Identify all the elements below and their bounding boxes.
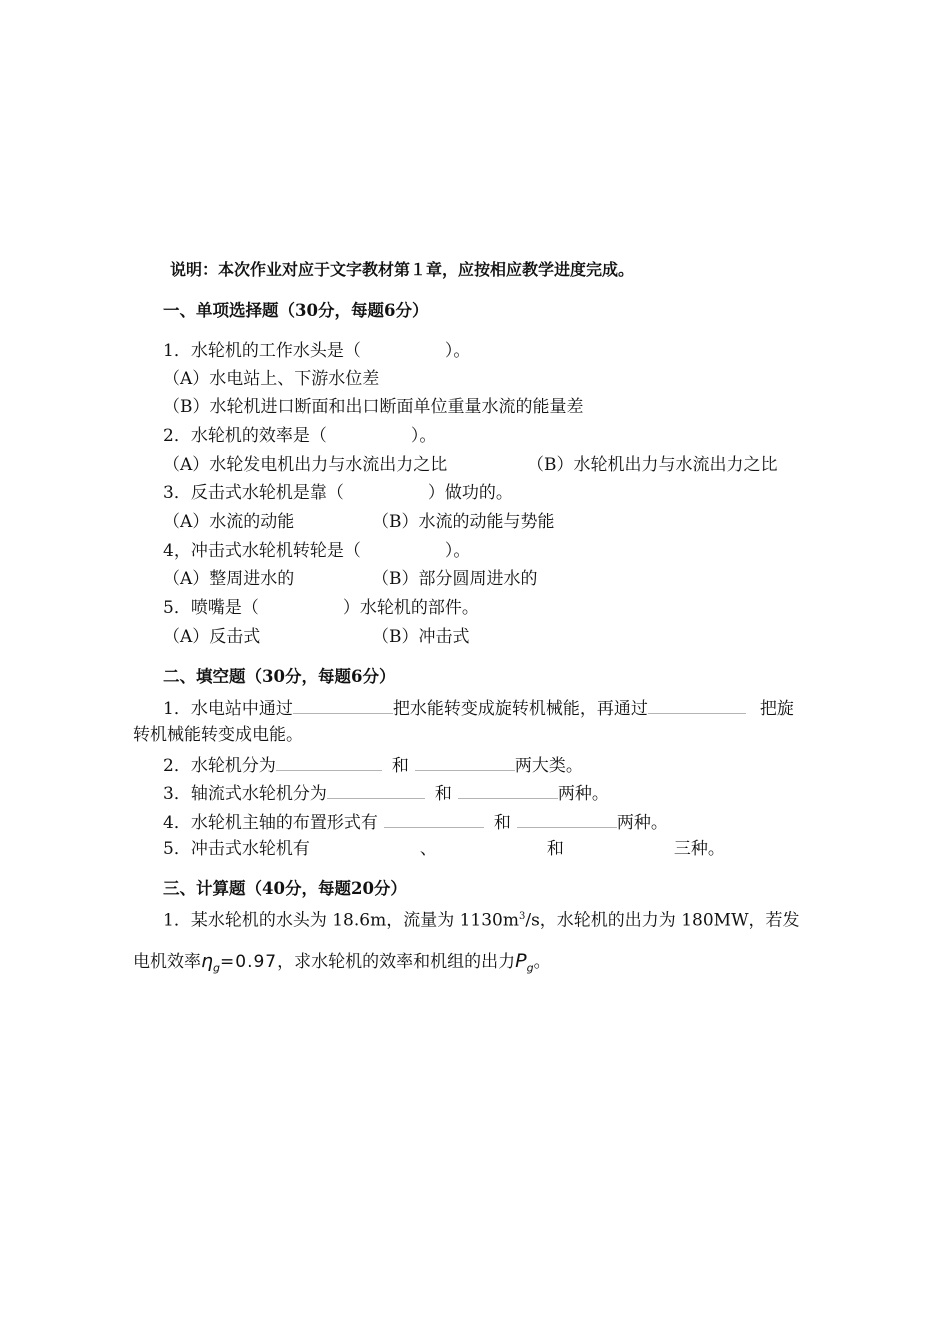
question-text: 三种。 bbox=[673, 839, 725, 859]
fill-blank[interactable] bbox=[415, 753, 515, 771]
question-text: 5．冲击式水轮机有 bbox=[163, 839, 310, 859]
question-text: 4．水轮机主轴的布置形式有 bbox=[163, 813, 378, 833]
question-text: /s，水轮机的出力为 180MW，若发 bbox=[525, 910, 800, 931]
question-stem: 1．水轮机的工作水头是（ bbox=[163, 341, 361, 361]
option-3b: （B）水流的动能与势能 bbox=[372, 512, 555, 532]
section-heading-fill: 二、填空题（30分，每题6分） bbox=[163, 667, 396, 686]
question-text: 两种。 bbox=[616, 813, 668, 833]
option-5b: （B）冲击式 bbox=[372, 627, 470, 647]
option-3a: （A）水流的动能 bbox=[163, 512, 295, 532]
fill-blank[interactable] bbox=[276, 753, 382, 771]
question-text: 和 bbox=[546, 839, 564, 859]
section-heading-choice: 一、单项选择题（30分，每题6分） bbox=[163, 301, 429, 320]
power-subscript: g bbox=[526, 961, 534, 975]
question-stem-end: ）。 bbox=[444, 341, 471, 361]
question-stem-end: ）水轮机的部件。 bbox=[342, 598, 479, 618]
question-text: 把水能转变成旋转机械能，再通过 bbox=[392, 699, 648, 719]
question-text: 两大类。 bbox=[514, 756, 583, 776]
fill-blank[interactable] bbox=[293, 696, 393, 714]
fill-blank[interactable] bbox=[517, 810, 617, 828]
question-stem-end: ）。 bbox=[444, 541, 471, 561]
fill-blank[interactable] bbox=[458, 781, 558, 799]
option-5a: （A）反击式 bbox=[163, 627, 261, 647]
question-fill-4 bbox=[163, 810, 668, 834]
question-text: 1．某水轮机的水头为 18.6m，流量为 1130m bbox=[163, 910, 519, 931]
option-1a: （A）水电站上、下游水位差 bbox=[163, 369, 380, 389]
question-calc-1-cont bbox=[133, 950, 551, 979]
question-fill-2 bbox=[163, 753, 583, 777]
efficiency-value: =0.97 bbox=[220, 952, 278, 972]
question-fill-5 bbox=[163, 838, 725, 860]
option-1b: （B）水轮机进口断面和出口断面单位重量水流的能量差 bbox=[163, 397, 584, 417]
question-stem-end: ）做功的。 bbox=[427, 483, 513, 503]
question-text: 和 bbox=[493, 813, 511, 833]
option-2a: （A）水轮发电机出力与水流出力之比 bbox=[163, 455, 448, 475]
question-stem: 2．水轮机的效率是（ bbox=[163, 426, 327, 446]
question-text: 和 bbox=[391, 756, 409, 776]
question-text: 、 bbox=[419, 839, 437, 859]
question-calc-1 bbox=[163, 906, 800, 932]
question-choice-3 bbox=[163, 482, 513, 504]
assignment-note: 说明：本次作业对应于文字教材第１章，应按相应教学进度完成。 bbox=[170, 260, 635, 279]
fill-blank[interactable] bbox=[384, 810, 484, 828]
question-choice-5 bbox=[163, 597, 479, 619]
question-text: 1．水电站中通过 bbox=[163, 699, 293, 719]
question-text: 2．水轮机分为 bbox=[163, 756, 276, 776]
question-choice-2 bbox=[163, 425, 436, 447]
superscript: 3 bbox=[518, 911, 526, 922]
option-4a: （A）整周进水的 bbox=[163, 569, 295, 589]
question-choice-4 bbox=[163, 540, 470, 562]
question-text: 。 bbox=[533, 952, 551, 972]
question-text: 两种。 bbox=[557, 784, 609, 804]
eta-symbol: η bbox=[201, 950, 214, 972]
question-text: 把旋 bbox=[759, 699, 794, 719]
power-symbol: P bbox=[515, 950, 527, 972]
question-text: 电机效率 bbox=[133, 952, 201, 972]
fill-blank[interactable] bbox=[327, 781, 425, 799]
question-text: 和 bbox=[434, 784, 452, 804]
question-choice-1 bbox=[163, 340, 470, 362]
option-4b: （B）部分圆周进水的 bbox=[372, 569, 538, 589]
question-text: ，求水轮机的效率和机组的出力 bbox=[277, 952, 516, 972]
eta-subscript: g bbox=[213, 961, 221, 975]
fill-blank[interactable] bbox=[648, 696, 746, 714]
question-stem: 4，冲击式水轮机转轮是（ bbox=[163, 541, 361, 561]
question-fill-1-cont: 转机械能转变成电能。 bbox=[133, 725, 303, 745]
question-fill-3 bbox=[163, 781, 609, 805]
question-fill-1 bbox=[163, 696, 794, 720]
question-stem: 3．反击式水轮机是靠（ bbox=[163, 483, 344, 503]
section-heading-calc: 三、计算题（40分，每题20分） bbox=[163, 879, 407, 898]
question-stem: 5．喷嘴是（ bbox=[163, 598, 259, 618]
question-text: 3．轴流式水轮机分为 bbox=[163, 784, 327, 804]
question-stem-end: ）。 bbox=[410, 426, 437, 446]
option-2b: （B）水轮机出力与水流出力之比 bbox=[527, 455, 778, 475]
